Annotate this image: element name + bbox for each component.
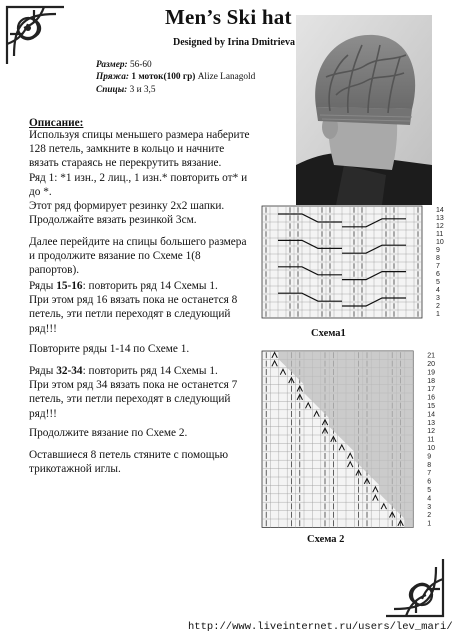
chart2-row-number: 18	[427, 377, 435, 385]
chart2-row-number: 9	[427, 453, 432, 461]
chart2-row-number: 21	[427, 352, 435, 360]
chart2-row-number: 14	[427, 411, 435, 419]
chart1-row-number: 11	[436, 231, 444, 239]
chart2-row-number: 11	[427, 436, 435, 444]
corner-ornament-bottom-right	[384, 557, 446, 619]
knitting-chart-2	[256, 349, 436, 531]
chart2-row-number: 3	[427, 503, 432, 511]
chart1-row-number: 7	[436, 263, 440, 271]
chart1-row-number: 14	[436, 207, 444, 215]
paragraph-rows-32-34: Ряды 32-34: повторить ряд 14 Схемы 1. При этом ряд 34 вязать пока не останется 7 петель, эти петли переходят в следующий ряд!!!	[29, 365, 238, 420]
pattern-specs	[96, 59, 255, 96]
spec-yarn: Пряжа: 1 моток(100 гр) Alize Lanagold	[96, 72, 256, 83]
designer-credit: Designed by Irina Dmitrieva	[173, 37, 295, 48]
chart2-row-number: 2	[427, 512, 432, 520]
chart2-row-number: 6	[427, 478, 432, 486]
chart2-row-number: 10	[427, 444, 435, 452]
chart2-row-number: 7	[427, 470, 432, 478]
chart2-caption: Схема 2	[307, 534, 345, 545]
chart1-row-number: 4	[436, 287, 440, 295]
paragraph-rows-15-16: Ряды 15-16: повторить ряд 14 Схемы 1. При этом ряд 16 вязать пока не останется 8 петель, эти петли переходят в следующий ряд!!!	[29, 280, 238, 335]
spec-size: Размер: 56-60	[96, 60, 152, 70]
hat-photo	[296, 15, 432, 205]
knitting-chart-1	[256, 204, 444, 322]
chart2-row-number: 8	[427, 461, 432, 469]
chart1-row-number: 5	[436, 279, 440, 287]
chart1-row-number: 10	[436, 239, 444, 247]
chart1-row-number: 12	[436, 223, 444, 231]
chart1-row-number: 2	[436, 303, 440, 311]
chart2-row-number: 4	[427, 495, 432, 503]
chart1-row-number: 6	[436, 271, 440, 279]
chart2-row-number: 16	[427, 394, 435, 402]
chart2-row-number: 13	[427, 419, 435, 427]
corner-ornament-top-left	[4, 4, 66, 66]
chart1-row-number: 3	[436, 295, 440, 303]
paragraph-ribbing: Этот ряд формирует резинку 2х2 шапки. Продолжайте вязать резинкой 3см.	[29, 200, 225, 227]
pattern-title: Men’s Ski hat	[165, 5, 292, 29]
chart1-row-number: 1	[436, 311, 440, 319]
chart1-caption: Схема1	[311, 328, 346, 339]
paragraph-chart2: Продолжите вязание по Схеме 2.	[29, 427, 188, 439]
paragraph-finish: Оставшиеся 8 петель стяните с помощью трикотажной иглы.	[29, 449, 229, 476]
paragraph-repeat-rows: Повторите ряды 1-14 по Схеме 1.	[29, 343, 190, 355]
chart1-row-number: 8	[436, 255, 440, 263]
chart2-row-number: 1	[427, 520, 432, 528]
chart2-row-number: 17	[427, 386, 435, 394]
spec-needles: Спицы: 3 и 3,5	[96, 84, 156, 95]
chart2-row-number: 12	[427, 428, 435, 436]
chart2-row-number: 20	[427, 360, 435, 368]
chart2-row-number: 5	[427, 486, 432, 494]
chart2-row-number: 19	[427, 369, 435, 377]
chart2-row-number: 15	[427, 402, 435, 410]
paragraph-cast-on: Используя спицы меньшего размера наберите 128 петель, замкните в кольцо и начните вязать стараясь не перекрутить вязание. Ряд 1: *1 изн., 2 лиц., 1 изн.* повторить от* и до *.	[29, 129, 250, 198]
source-url: http://www.liveinternet.ru/users/lev_mari/	[188, 621, 453, 633]
chart1-row-number: 9	[436, 247, 440, 255]
description-heading: Описание:	[29, 117, 84, 129]
paragraph-chart1-start: Далее перейдите на спицы большего размера и продолжите вязание по Схеме 1(8 рапортов).	[29, 236, 247, 277]
chart1-row-number: 13	[436, 215, 444, 223]
